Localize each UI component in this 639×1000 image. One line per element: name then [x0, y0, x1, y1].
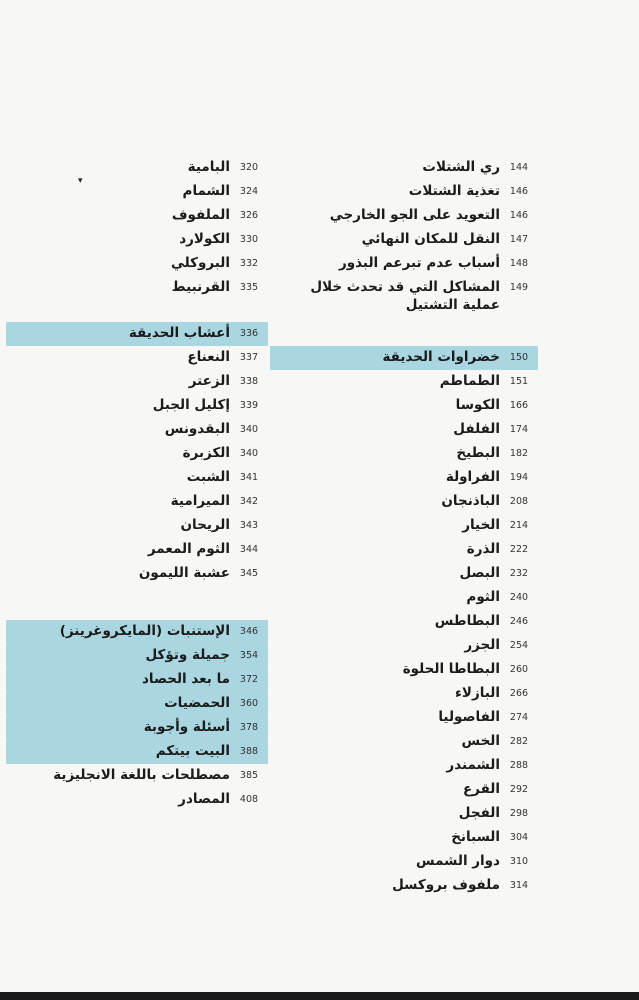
toc-entry[interactable] — [270, 204, 538, 228]
toc-entry-title: تغذية الشتلات — [408, 183, 500, 199]
stray-mark: ▾ — [78, 176, 83, 186]
toc-entry-title: مصطلحات باللغة الانجليزية — [53, 767, 230, 783]
toc-entry[interactable] — [6, 394, 268, 418]
toc-page-number: 254 — [509, 640, 529, 651]
toc-page-number: 298 — [509, 808, 529, 819]
toc-entry[interactable] — [270, 490, 538, 514]
toc-entry-title: الشبت — [186, 469, 230, 485]
toc-entry[interactable] — [6, 180, 268, 204]
toc-entry-title: البيت بيتكم — [155, 743, 230, 759]
toc-page-number: 304 — [509, 832, 529, 843]
toc-page-number: 385 — [239, 770, 259, 781]
toc-entry-title: النقل للمكان النهائي — [361, 231, 500, 247]
toc-entry-title: دوار الشمس — [416, 853, 500, 869]
toc-entry-title: الريحان — [180, 517, 230, 533]
toc-page-number: 144 — [509, 162, 529, 173]
toc-entry[interactable] — [270, 228, 538, 252]
toc-entry-title: البطاطس — [434, 613, 500, 629]
toc-page-number: 339 — [239, 400, 259, 411]
toc-entry-title: الباذنجان — [441, 493, 500, 509]
toc-page-number: 342 — [239, 496, 259, 507]
toc-entry[interactable] — [6, 514, 268, 538]
toc-entry[interactable] — [6, 538, 268, 562]
toc-entry-title: الشمام — [182, 183, 230, 199]
toc-entry-title: الحمضيات — [164, 695, 230, 711]
toc-entry-title: الملفوف — [171, 207, 230, 223]
toc-entry[interactable] — [6, 346, 268, 370]
toc-page-number: 326 — [239, 210, 259, 221]
toc-entry[interactable] — [6, 156, 268, 180]
toc-entry[interactable] — [6, 276, 268, 300]
toc-page-number: 240 — [509, 592, 529, 603]
toc-entry[interactable] — [270, 562, 538, 586]
toc-page-number: 330 — [239, 234, 259, 245]
toc-page-number: 336 — [239, 328, 259, 339]
toc-entry-title: عشبة الليمون — [138, 565, 230, 581]
toc-entry-title: الشمندر — [446, 757, 500, 773]
toc-page-number: 337 — [239, 352, 259, 363]
toc-entry[interactable] — [6, 562, 268, 586]
toc-entry[interactable] — [270, 658, 538, 682]
toc-right-column — [270, 156, 538, 898]
toc-page-number: 338 — [239, 376, 259, 387]
toc-page-number: 260 — [509, 664, 529, 675]
toc-entry-title: المصادر — [178, 791, 230, 807]
toc-entry[interactable] — [6, 252, 268, 276]
toc-entry-title: الذرة — [466, 541, 500, 557]
toc-page-number: 194 — [509, 472, 529, 483]
toc-page-number: 335 — [239, 282, 259, 293]
toc-entry[interactable] — [270, 156, 538, 180]
toc-page-number: 282 — [509, 736, 529, 747]
toc-page-number: 343 — [239, 520, 259, 531]
toc-entry-title: البقدونس — [164, 421, 230, 437]
toc-entry-title: الفراولة — [445, 469, 500, 485]
toc-section-heading[interactable] — [6, 692, 268, 716]
section-gap — [6, 586, 268, 620]
toc-page-number: 345 — [239, 568, 259, 579]
toc-entry[interactable] — [270, 514, 538, 538]
toc-section-heading[interactable] — [6, 644, 268, 668]
toc-entry[interactable] — [270, 634, 538, 658]
toc-section-heading[interactable] — [270, 346, 538, 370]
toc-entry-title: السبانخ — [451, 829, 500, 845]
toc-section-heading[interactable] — [6, 322, 268, 346]
toc-page-number: 214 — [509, 520, 529, 531]
toc-entry[interactable] — [270, 466, 538, 490]
toc-page-number: 266 — [509, 688, 529, 699]
toc-entry[interactable] — [270, 706, 538, 730]
toc-entry[interactable] — [6, 228, 268, 252]
toc-entry[interactable] — [6, 490, 268, 514]
toc-page-number: 274 — [509, 712, 529, 723]
toc-entry-title: الخيار — [462, 517, 500, 533]
toc-entry-title: ملفوف بروكسل — [392, 877, 500, 893]
toc-entry-title: البطاطا الحلوة — [402, 661, 500, 677]
toc-page-number: 332 — [239, 258, 259, 269]
toc-page-number: 354 — [239, 650, 259, 661]
toc-page-number: 288 — [509, 760, 529, 771]
toc-entry-title: البازلاء — [454, 685, 500, 701]
toc-section-heading[interactable] — [6, 740, 268, 764]
toc-section-heading[interactable] — [6, 668, 268, 692]
toc-entry-title: القرنبيط — [171, 279, 230, 295]
toc-page-number: 378 — [239, 722, 259, 733]
toc-entry-title: النعناع — [187, 349, 230, 365]
toc-entry-title: خضراوات الحديقة — [382, 349, 500, 365]
toc-entry[interactable] — [270, 778, 538, 802]
toc-entry-title: التعويد على الجو الخارجي — [329, 207, 500, 223]
toc-left-column — [6, 156, 268, 812]
toc-page-number: 320 — [239, 162, 259, 173]
toc-section-heading[interactable] — [6, 620, 268, 644]
toc-page-number: 147 — [509, 234, 529, 245]
toc-entry-title: الكزبرة — [182, 445, 230, 461]
toc-entry[interactable] — [6, 370, 268, 394]
toc-entry-title: إكليل الجبل — [152, 397, 230, 413]
toc-entry-title: أسباب عدم تبرعم البذور — [338, 255, 500, 271]
toc-page-number: 232 — [509, 568, 529, 579]
toc-entry-title: الثوم — [466, 589, 500, 605]
toc-page-number: 341 — [239, 472, 259, 483]
toc-entry[interactable] — [270, 418, 538, 442]
toc-entry-title: الزعتر — [188, 373, 230, 389]
toc-page-number: 408 — [239, 794, 259, 805]
toc-page-number: 151 — [509, 376, 529, 387]
section-gap — [270, 324, 538, 346]
toc-entry[interactable] — [270, 586, 538, 610]
toc-entry-title: الميرامية — [170, 493, 230, 509]
toc-entry[interactable] — [6, 764, 268, 788]
toc-page-number: 146 — [509, 186, 529, 197]
toc-entry-title: البطيخ — [456, 445, 500, 461]
toc-entry-title: الإستنبات (المايكروغرينز) — [59, 623, 230, 639]
toc-entry[interactable] — [270, 874, 538, 898]
toc-entry[interactable] — [270, 252, 538, 276]
toc-entry[interactable] — [270, 850, 538, 874]
page-bottom-edge — [0, 992, 639, 1000]
toc-entry[interactable] — [6, 442, 268, 466]
toc-page-number: 324 — [239, 186, 259, 197]
toc-page-number: 292 — [509, 784, 529, 795]
toc-entry-title: أعشاب الحديقة — [128, 325, 230, 341]
toc-entry-title: الفجل — [458, 805, 500, 821]
toc-entry[interactable] — [6, 788, 268, 812]
toc-entry-title: الطماطم — [439, 373, 500, 389]
toc-entry[interactable] — [270, 180, 538, 204]
toc-entry[interactable] — [270, 276, 538, 324]
toc-entry-title: جميلة وتؤكل — [145, 647, 230, 663]
toc-page-number: 222 — [509, 544, 529, 555]
toc-page-number: 174 — [509, 424, 529, 435]
toc-entry[interactable] — [270, 610, 538, 634]
toc-section-heading[interactable] — [6, 716, 268, 740]
toc-entry[interactable] — [6, 418, 268, 442]
toc-entry-title: البصل — [459, 565, 500, 581]
toc-entry[interactable] — [270, 370, 538, 394]
toc-page-number: 146 — [509, 210, 529, 221]
toc-entry[interactable] — [270, 394, 538, 418]
toc-entry-title: ما بعد الحصاد — [141, 671, 230, 687]
toc-entry-title: البامية — [187, 159, 230, 175]
toc-page-number: 314 — [509, 880, 529, 891]
toc-page-number: 208 — [509, 496, 529, 507]
toc-entry[interactable] — [270, 442, 538, 466]
toc-page-number: 372 — [239, 674, 259, 685]
toc-entry-title: الخس — [461, 733, 500, 749]
toc-entry[interactable] — [270, 730, 538, 754]
toc-page-number: 340 — [239, 424, 259, 435]
toc-entry-title: البروكلي — [170, 255, 230, 271]
toc-page-number: 360 — [239, 698, 259, 709]
toc-entry[interactable] — [270, 826, 538, 850]
toc-page-number: 149 — [509, 282, 529, 293]
toc-page-number: 148 — [509, 258, 529, 269]
toc-entry-title: الكولارد — [179, 231, 230, 247]
toc-page-number: 344 — [239, 544, 259, 555]
toc-entry[interactable] — [270, 802, 538, 826]
toc-entry-title: الثوم المعمر — [147, 541, 230, 557]
toc-entry-title: أسئلة وأجوبة — [143, 719, 230, 735]
toc-entry-title: الكوسا — [455, 397, 500, 413]
toc-page-number: 166 — [509, 400, 529, 411]
toc-entry-title: القرع — [462, 781, 500, 797]
toc-entry-title: الجزر — [464, 637, 500, 653]
toc-page-number: 150 — [509, 352, 529, 363]
toc-entry[interactable] — [270, 538, 538, 562]
section-gap — [6, 300, 268, 322]
toc-page-number: 388 — [239, 746, 259, 757]
toc-page-number: 310 — [509, 856, 529, 867]
toc-entry[interactable] — [270, 682, 538, 706]
toc-entry[interactable] — [6, 466, 268, 490]
toc-page-number: 246 — [509, 616, 529, 627]
toc-entry[interactable] — [6, 204, 268, 228]
toc-entry-title: الفلفل — [453, 421, 500, 437]
toc-entry-title: المشاكل التي قد تحدث خلال عملية التشتيل — [310, 279, 500, 313]
toc-entry[interactable] — [270, 754, 538, 778]
toc-entry-title: الفاصوليا — [438, 709, 500, 725]
toc-entry-title: ري الشتلات — [422, 159, 500, 175]
toc-page-number: 340 — [239, 448, 259, 459]
toc-page-number: 346 — [239, 626, 259, 637]
toc-page-number: 182 — [509, 448, 529, 459]
